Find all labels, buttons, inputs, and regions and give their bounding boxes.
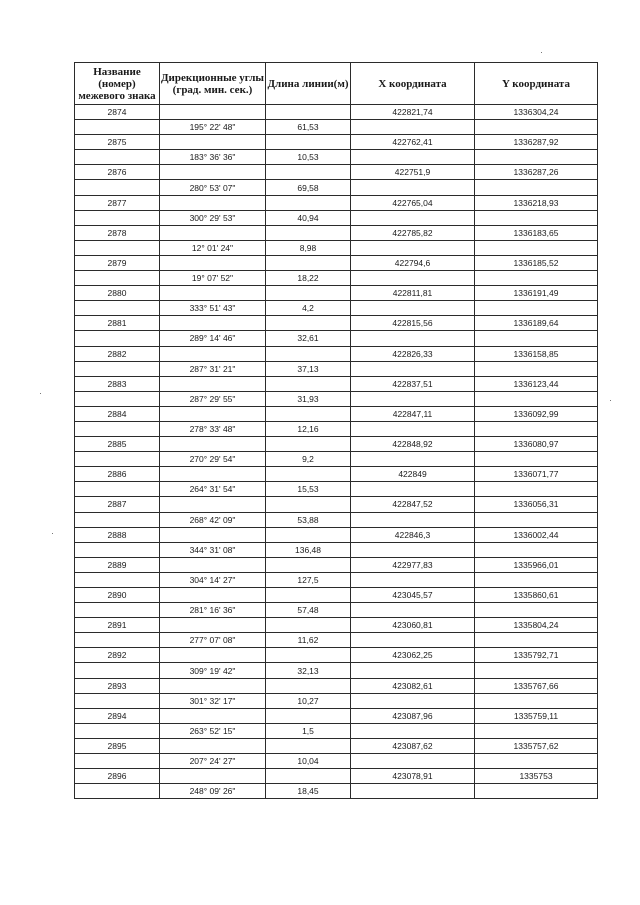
- x-coordinate-cell: 423087,62: [351, 738, 475, 753]
- line-length-cell: 136,48: [266, 542, 351, 557]
- direction-angle-cell: 280° 53' 07": [160, 180, 266, 195]
- x-coordinate-cell-empty: [351, 180, 475, 195]
- table-row-segment: [75, 120, 598, 135]
- y-coordinate-cell: 1336191,49: [475, 286, 598, 301]
- angle-cell-empty: [160, 527, 266, 542]
- direction-angle-cell: 344° 31' 08": [160, 542, 266, 557]
- point-name-cell-empty: [75, 603, 160, 618]
- table-row-point: [75, 527, 598, 542]
- point-name-cell-empty: [75, 723, 160, 738]
- length-cell-empty: [266, 105, 351, 120]
- x-coordinate-cell: 422762,41: [351, 135, 475, 150]
- length-cell-empty: [266, 527, 351, 542]
- line-length-cell: 10,53: [266, 150, 351, 165]
- header-line-length: Длина линии(м): [266, 63, 351, 105]
- x-coordinate-cell-empty: [351, 452, 475, 467]
- point-name-cell: 2887: [75, 497, 160, 512]
- length-cell-empty: [266, 769, 351, 784]
- y-coordinate-cell-empty: [475, 271, 598, 286]
- table-row-point: [75, 346, 598, 361]
- direction-angle-cell: 12° 01' 24": [160, 240, 266, 255]
- x-coordinate-cell-empty: [351, 633, 475, 648]
- point-name-cell: 2885: [75, 437, 160, 452]
- y-coordinate-cell-empty: [475, 120, 598, 135]
- point-name-cell: 2891: [75, 618, 160, 633]
- direction-angle-cell: 287° 31' 21": [160, 361, 266, 376]
- table-row-segment: [75, 180, 598, 195]
- y-coordinate-cell: 1336189,64: [475, 316, 598, 331]
- x-coordinate-cell-empty: [351, 663, 475, 678]
- angle-cell-empty: [160, 165, 266, 180]
- x-coordinate-cell-empty: [351, 603, 475, 618]
- x-coordinate-cell: 422847,52: [351, 497, 475, 512]
- x-coordinate-cell: 423045,57: [351, 588, 475, 603]
- angle-cell-empty: [160, 497, 266, 512]
- table-row-point: [75, 708, 598, 723]
- x-coordinate-cell-empty: [351, 572, 475, 587]
- x-coordinate-cell: 422765,04: [351, 195, 475, 210]
- length-cell-empty: [266, 406, 351, 421]
- table-body: [75, 105, 598, 799]
- y-coordinate-cell: 1335753: [475, 769, 598, 784]
- y-coordinate-cell: 1336183,65: [475, 225, 598, 240]
- y-coordinate-cell-empty: [475, 603, 598, 618]
- line-length-cell: 1,5: [266, 723, 351, 738]
- line-length-cell: 61,53: [266, 120, 351, 135]
- table-row-point: [75, 497, 598, 512]
- y-coordinate-cell-empty: [475, 180, 598, 195]
- length-cell-empty: [266, 497, 351, 512]
- point-name-cell-empty: [75, 784, 160, 799]
- direction-angle-cell: 287° 29' 55": [160, 391, 266, 406]
- x-coordinate-cell: 422821,74: [351, 105, 475, 120]
- angle-cell-empty: [160, 225, 266, 240]
- direction-angle-cell: 281° 16' 36": [160, 603, 266, 618]
- line-length-cell: 9,2: [266, 452, 351, 467]
- point-name-cell-empty: [75, 391, 160, 406]
- y-coordinate-cell: 1335860,61: [475, 588, 598, 603]
- x-coordinate-cell-empty: [351, 542, 475, 557]
- y-coordinate-cell-empty: [475, 512, 598, 527]
- length-cell-empty: [266, 286, 351, 301]
- angle-cell-empty: [160, 437, 266, 452]
- y-coordinate-cell-empty: [475, 663, 598, 678]
- length-cell-empty: [266, 376, 351, 391]
- line-length-cell: 10,04: [266, 754, 351, 769]
- x-coordinate-cell-empty: [351, 361, 475, 376]
- direction-angle-cell: 278° 33' 48": [160, 421, 266, 436]
- direction-angle-cell: 289° 14' 46": [160, 331, 266, 346]
- table-row-segment: [75, 240, 598, 255]
- table-row-point: [75, 165, 598, 180]
- x-coordinate-cell: 423087,96: [351, 708, 475, 723]
- x-coordinate-cell-empty: [351, 391, 475, 406]
- point-name-cell-empty: [75, 572, 160, 587]
- x-coordinate-cell-empty: [351, 240, 475, 255]
- direction-angle-cell: 309° 19' 42": [160, 663, 266, 678]
- line-length-cell: 12,16: [266, 421, 351, 436]
- y-coordinate-cell-empty: [475, 572, 598, 587]
- x-coordinate-cell-empty: [351, 784, 475, 799]
- y-coordinate-cell-empty: [475, 693, 598, 708]
- y-coordinate-cell-empty: [475, 452, 598, 467]
- y-coordinate-cell-empty: [475, 301, 598, 316]
- point-name-cell-empty: [75, 331, 160, 346]
- scan-speck: [40, 393, 41, 394]
- y-coordinate-cell: 1336056,31: [475, 497, 598, 512]
- x-coordinate-cell-empty: [351, 754, 475, 769]
- point-name-cell: 2895: [75, 738, 160, 753]
- angle-cell-empty: [160, 618, 266, 633]
- point-name-cell: 2892: [75, 648, 160, 663]
- direction-angle-cell: 333° 51' 43": [160, 301, 266, 316]
- point-name-cell: 2896: [75, 769, 160, 784]
- point-name-cell: 2890: [75, 588, 160, 603]
- angle-cell-empty: [160, 316, 266, 331]
- table-row-point: [75, 376, 598, 391]
- x-coordinate-cell-empty: [351, 331, 475, 346]
- point-name-cell: 2880: [75, 286, 160, 301]
- y-coordinate-cell: 1336218,93: [475, 195, 598, 210]
- point-name-cell: 2876: [75, 165, 160, 180]
- length-cell-empty: [266, 437, 351, 452]
- y-coordinate-cell-empty: [475, 723, 598, 738]
- direction-angle-cell: 264° 31' 54": [160, 482, 266, 497]
- line-length-cell: 127,5: [266, 572, 351, 587]
- length-cell-empty: [266, 708, 351, 723]
- table-row-segment: [75, 633, 598, 648]
- line-length-cell: 15,53: [266, 482, 351, 497]
- table-row-point: [75, 135, 598, 150]
- scan-speck: [52, 533, 53, 534]
- direction-angle-cell: 268° 42' 09": [160, 512, 266, 527]
- length-cell-empty: [266, 648, 351, 663]
- direction-angle-cell: 263° 52' 15": [160, 723, 266, 738]
- y-coordinate-cell: 1336158,85: [475, 346, 598, 361]
- header-y-coordinate: Y координата: [475, 63, 598, 105]
- table-row-point: [75, 286, 598, 301]
- point-name-cell: 2884: [75, 406, 160, 421]
- line-length-cell: 32,13: [266, 663, 351, 678]
- length-cell-empty: [266, 135, 351, 150]
- direction-angle-cell: 183° 36' 36": [160, 150, 266, 165]
- length-cell-empty: [266, 346, 351, 361]
- direction-angle-cell: 270° 29' 54": [160, 452, 266, 467]
- x-coordinate-cell: 422751,9: [351, 165, 475, 180]
- x-coordinate-cell: 422846,3: [351, 527, 475, 542]
- y-coordinate-cell: 1336304,24: [475, 105, 598, 120]
- length-cell-empty: [266, 738, 351, 753]
- point-name-cell-empty: [75, 512, 160, 527]
- angle-cell-empty: [160, 738, 266, 753]
- x-coordinate-cell: 422847,11: [351, 406, 475, 421]
- point-name-cell: 2893: [75, 678, 160, 693]
- line-length-cell: 10,27: [266, 693, 351, 708]
- point-name-cell-empty: [75, 180, 160, 195]
- table-row-point: [75, 467, 598, 482]
- point-name-cell-empty: [75, 301, 160, 316]
- direction-angle-cell: 195° 22' 48": [160, 120, 266, 135]
- direction-angle-cell: 304° 14' 27": [160, 572, 266, 587]
- table-row-segment: [75, 603, 598, 618]
- length-cell-empty: [266, 225, 351, 240]
- x-coordinate-cell: 422837,51: [351, 376, 475, 391]
- table-row-point: [75, 769, 598, 784]
- point-name-cell-empty: [75, 663, 160, 678]
- line-length-cell: 18,22: [266, 271, 351, 286]
- table-row-segment: [75, 723, 598, 738]
- y-coordinate-cell: 1335804,24: [475, 618, 598, 633]
- y-coordinate-cell-empty: [475, 240, 598, 255]
- table-row-segment: [75, 301, 598, 316]
- table-row-segment: [75, 150, 598, 165]
- x-coordinate-cell-empty: [351, 150, 475, 165]
- table-row-segment: [75, 452, 598, 467]
- y-coordinate-cell: 1335757,62: [475, 738, 598, 753]
- point-name-cell: 2894: [75, 708, 160, 723]
- direction-angle-cell: 19° 07' 52": [160, 271, 266, 286]
- direction-angle-cell: 248° 09' 26": [160, 784, 266, 799]
- x-coordinate-cell: 422848,92: [351, 437, 475, 452]
- table-row-segment: [75, 512, 598, 527]
- table-row-point: [75, 618, 598, 633]
- line-length-cell: 40,94: [266, 210, 351, 225]
- y-coordinate-cell-empty: [475, 391, 598, 406]
- x-coordinate-cell-empty: [351, 120, 475, 135]
- y-coordinate-cell: 1336080,97: [475, 437, 598, 452]
- direction-angle-cell: 301° 32' 17": [160, 693, 266, 708]
- header-x-coordinate: X координата: [351, 63, 475, 105]
- table-row-point: [75, 588, 598, 603]
- x-coordinate-cell-empty: [351, 693, 475, 708]
- angle-cell-empty: [160, 406, 266, 421]
- line-length-cell: 32,61: [266, 331, 351, 346]
- boundary-points-table: [74, 62, 598, 799]
- y-coordinate-cell-empty: [475, 150, 598, 165]
- angle-cell-empty: [160, 135, 266, 150]
- table-row-point: [75, 105, 598, 120]
- table-row-point: [75, 648, 598, 663]
- point-name-cell-empty: [75, 271, 160, 286]
- y-coordinate-cell: 1336092,99: [475, 406, 598, 421]
- table-row-segment: [75, 210, 598, 225]
- y-coordinate-cell-empty: [475, 361, 598, 376]
- table-row-point: [75, 557, 598, 572]
- direction-angle-cell: 277° 07' 08": [160, 633, 266, 648]
- angle-cell-empty: [160, 346, 266, 361]
- y-coordinate-cell-empty: [475, 482, 598, 497]
- direction-angle-cell: 300° 29' 53": [160, 210, 266, 225]
- length-cell-empty: [266, 255, 351, 270]
- y-coordinate-cell: 1336123,44: [475, 376, 598, 391]
- angle-cell-empty: [160, 376, 266, 391]
- table-header-row: [75, 63, 598, 105]
- y-coordinate-cell: 1335759,11: [475, 708, 598, 723]
- angle-cell-empty: [160, 769, 266, 784]
- point-name-cell: 2879: [75, 255, 160, 270]
- x-coordinate-cell: 422815,56: [351, 316, 475, 331]
- table-row-point: [75, 437, 598, 452]
- table-row-segment: [75, 482, 598, 497]
- point-name-cell-empty: [75, 633, 160, 648]
- length-cell-empty: [266, 195, 351, 210]
- point-name-cell: 2882: [75, 346, 160, 361]
- length-cell-empty: [266, 618, 351, 633]
- table-row-point: [75, 195, 598, 210]
- table-row-point: [75, 678, 598, 693]
- x-coordinate-cell: 423082,61: [351, 678, 475, 693]
- x-coordinate-cell: 423062,25: [351, 648, 475, 663]
- length-cell-empty: [266, 557, 351, 572]
- point-name-cell: 2878: [75, 225, 160, 240]
- angle-cell-empty: [160, 557, 266, 572]
- table-row-segment: [75, 784, 598, 799]
- table-row-point: [75, 225, 598, 240]
- y-coordinate-cell-empty: [475, 210, 598, 225]
- x-coordinate-cell-empty: [351, 301, 475, 316]
- point-name-cell-empty: [75, 452, 160, 467]
- x-coordinate-cell-empty: [351, 723, 475, 738]
- point-name-cell-empty: [75, 482, 160, 497]
- x-coordinate-cell: 422794,6: [351, 255, 475, 270]
- y-coordinate-cell-empty: [475, 542, 598, 557]
- y-coordinate-cell-empty: [475, 754, 598, 769]
- angle-cell-empty: [160, 648, 266, 663]
- length-cell-empty: [266, 588, 351, 603]
- y-coordinate-cell: 1336185,52: [475, 255, 598, 270]
- x-coordinate-cell: 422849: [351, 467, 475, 482]
- table-row-segment: [75, 391, 598, 406]
- table-row-point: [75, 406, 598, 421]
- angle-cell-empty: [160, 678, 266, 693]
- scan-speck: [610, 400, 611, 401]
- x-coordinate-cell: 422826,33: [351, 346, 475, 361]
- length-cell-empty: [266, 678, 351, 693]
- point-name-cell-empty: [75, 150, 160, 165]
- y-coordinate-cell: 1336287,92: [475, 135, 598, 150]
- angle-cell-empty: [160, 255, 266, 270]
- point-name-cell-empty: [75, 120, 160, 135]
- angle-cell-empty: [160, 588, 266, 603]
- y-coordinate-cell: 1335792,71: [475, 648, 598, 663]
- x-coordinate-cell-empty: [351, 512, 475, 527]
- y-coordinate-cell: 1335767,66: [475, 678, 598, 693]
- line-length-cell: 31,93: [266, 391, 351, 406]
- y-coordinate-cell-empty: [475, 421, 598, 436]
- header-point-name: Название (номер) межевого знака: [75, 63, 160, 105]
- x-coordinate-cell-empty: [351, 421, 475, 436]
- point-name-cell: 2877: [75, 195, 160, 210]
- point-name-cell: 2875: [75, 135, 160, 150]
- y-coordinate-cell: 1336287,26: [475, 165, 598, 180]
- point-name-cell-empty: [75, 240, 160, 255]
- point-name-cell-empty: [75, 754, 160, 769]
- length-cell-empty: [266, 467, 351, 482]
- table-row-segment: [75, 572, 598, 587]
- table-row-point: [75, 738, 598, 753]
- line-length-cell: 53,88: [266, 512, 351, 527]
- table-row-segment: [75, 361, 598, 376]
- table-row-segment: [75, 754, 598, 769]
- line-length-cell: 57,48: [266, 603, 351, 618]
- point-name-cell: 2888: [75, 527, 160, 542]
- point-name-cell: 2889: [75, 557, 160, 572]
- x-coordinate-cell: 423060,81: [351, 618, 475, 633]
- x-coordinate-cell: 423078,91: [351, 769, 475, 784]
- direction-angle-cell: 207° 24' 27": [160, 754, 266, 769]
- header-direction-angle: Дирекционные углы (град. мин. сек.): [160, 63, 266, 105]
- y-coordinate-cell: 1336002,44: [475, 527, 598, 542]
- angle-cell-empty: [160, 286, 266, 301]
- point-name-cell: 2881: [75, 316, 160, 331]
- y-coordinate-cell-empty: [475, 331, 598, 346]
- point-name-cell-empty: [75, 693, 160, 708]
- x-coordinate-cell: 422785,82: [351, 225, 475, 240]
- scan-speck: [541, 52, 542, 53]
- point-name-cell-empty: [75, 210, 160, 225]
- length-cell-empty: [266, 316, 351, 331]
- line-length-cell: 11,62: [266, 633, 351, 648]
- x-coordinate-cell-empty: [351, 271, 475, 286]
- angle-cell-empty: [160, 105, 266, 120]
- y-coordinate-cell-empty: [475, 784, 598, 799]
- point-name-cell: 2883: [75, 376, 160, 391]
- x-coordinate-cell-empty: [351, 482, 475, 497]
- table-row-point: [75, 255, 598, 270]
- point-name-cell-empty: [75, 421, 160, 436]
- point-name-cell: 2886: [75, 467, 160, 482]
- x-coordinate-cell: 422811,81: [351, 286, 475, 301]
- y-coordinate-cell-empty: [475, 633, 598, 648]
- x-coordinate-cell: 422977,83: [351, 557, 475, 572]
- table-row-point: [75, 316, 598, 331]
- line-length-cell: 18,45: [266, 784, 351, 799]
- angle-cell-empty: [160, 195, 266, 210]
- length-cell-empty: [266, 165, 351, 180]
- table-row-segment: [75, 693, 598, 708]
- x-coordinate-cell-empty: [351, 210, 475, 225]
- angle-cell-empty: [160, 467, 266, 482]
- table-row-segment: [75, 663, 598, 678]
- line-length-cell: 4,2: [266, 301, 351, 316]
- table-row-segment: [75, 271, 598, 286]
- y-coordinate-cell: 1336071,77: [475, 467, 598, 482]
- point-name-cell: 2874: [75, 105, 160, 120]
- y-coordinate-cell: 1335966,01: [475, 557, 598, 572]
- point-name-cell-empty: [75, 542, 160, 557]
- line-length-cell: 37,13: [266, 361, 351, 376]
- table-row-segment: [75, 331, 598, 346]
- line-length-cell: 8,98: [266, 240, 351, 255]
- line-length-cell: 69,58: [266, 180, 351, 195]
- point-name-cell-empty: [75, 361, 160, 376]
- angle-cell-empty: [160, 708, 266, 723]
- table-row-segment: [75, 542, 598, 557]
- table-row-segment: [75, 421, 598, 436]
